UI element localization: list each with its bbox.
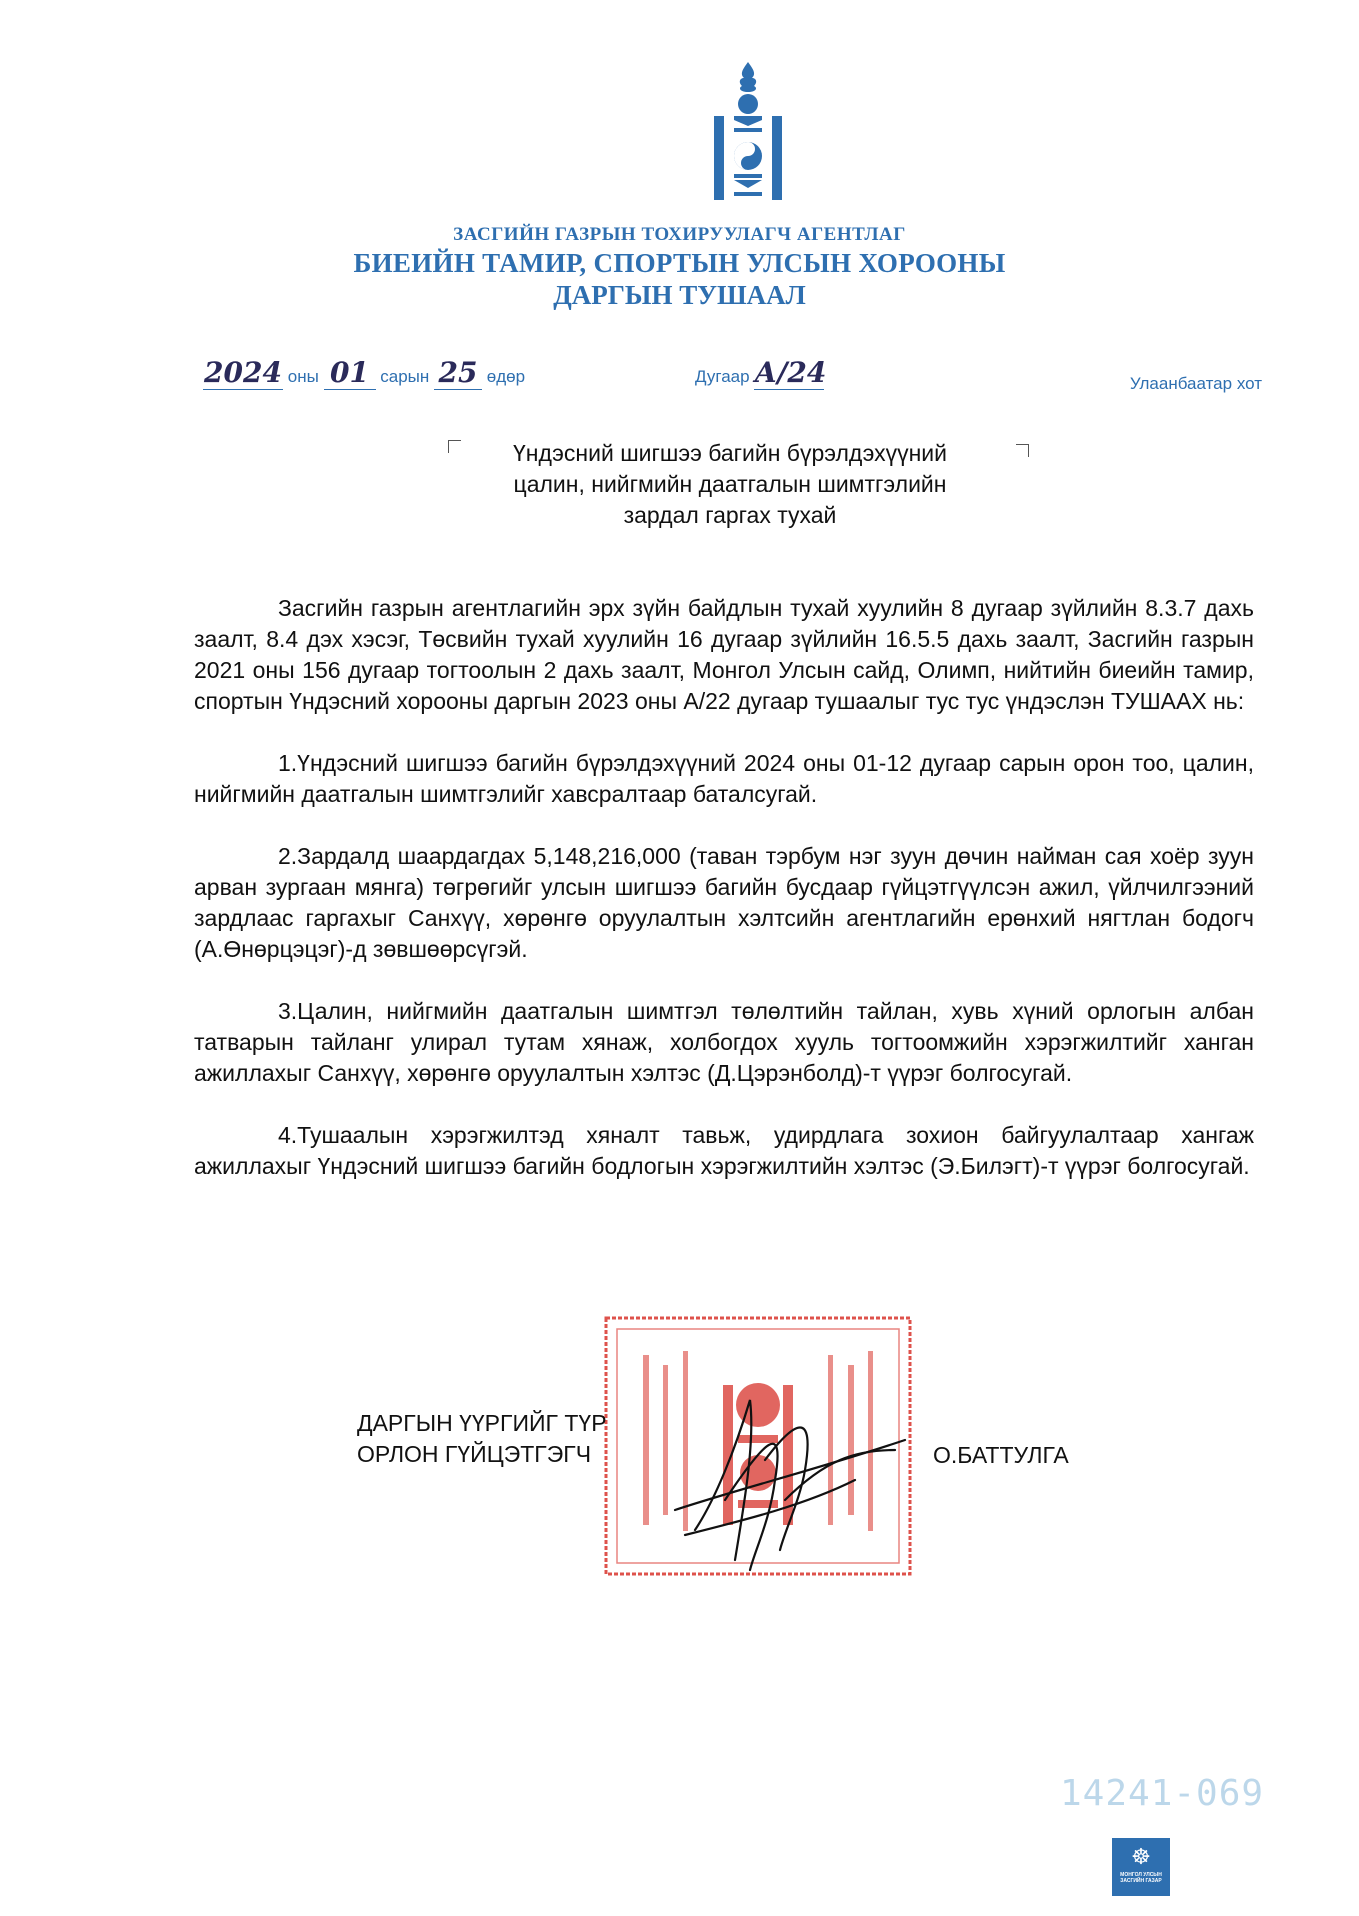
- day-label: өдөр: [486, 367, 526, 386]
- subject: [440, 438, 1020, 531]
- signatory-title: [357, 1408, 607, 1470]
- soyombo-small-icon: ☸: [1131, 1844, 1151, 1869]
- subject-line: Үндэсний шигшээ багийн бүрэлдэхүүний: [513, 440, 947, 466]
- order-item-2: 2.Зардалд шаардагдах 5,148,216,000 (таван тэрбум нэг зуун дөчин найман сая хоёр зуун арван зургаан мянга) төгрөгийг улсын шигшээ багийн бусдаар гүйцэтгүүлсэн ажил, үйлчилгээний зардлаас гаргахыг Санхүү, хөрөнгө оруулалтын хэлтсийн агентлагийн ерөнхий нягтлан бодогч (А.Өнөрцэцэг)-д зөвшөөрсүгэй.: [194, 843, 1254, 962]
- agency-name: ЗАСГИЙН ГАЗРЫН ТОХИРУУЛАГЧ АГЕНТЛАГ: [453, 224, 906, 245]
- order-body: [194, 593, 1254, 1213]
- handwritten-signature-icon: [655, 1380, 915, 1580]
- month-label: сарын: [380, 367, 430, 386]
- order-item-1: 1.Үндэсний шигшээ багийн бүрэлдэхүүний 2024 оны 01-12 дугаар сарын орон тоо, цалин, нийгмийн даатгалын шимтгэлийг хавсралтаар баталсугай.: [194, 750, 1254, 807]
- number-label: Дугаар: [695, 367, 750, 386]
- date-month: 01: [324, 356, 376, 390]
- document-type: ДАРГЫН ТУШААЛ: [553, 280, 806, 310]
- subject-line: зардал гаргах тухай: [623, 502, 837, 528]
- registration-number: 14241-069: [1060, 1773, 1265, 1814]
- soyombo-emblem-icon: [700, 60, 796, 210]
- number-line: [695, 356, 827, 390]
- place-of-issue: Улаанбаатар хот: [1129, 374, 1262, 393]
- footer-logo-line: МОНГОЛ УЛСЫН: [1120, 1872, 1162, 1878]
- organization-name: БИЕИЙН ТАМИР, СПОРТЫН УЛСЫН ХОРООНЫ: [353, 248, 1006, 278]
- document-number: А/24: [754, 356, 827, 389]
- order-item-3: 3.Цалин, нийгмийн даатгалын шимтгэл төлөлтийн тайлан, хувь хүний орлогын албан татварын тайланг улирал тутам хянаж, холбогдох хууль тогтоомжийн хэрэгжилтийг ханган ажиллахыг Санхүү, хөрөнгө оруулалтын хэлтэс (Д.Цэрэнболд)-т үүрэг болгосугай.: [194, 998, 1254, 1086]
- date-year: 2024: [204, 356, 282, 389]
- signatory-title-line: ОРЛОН ГҮЙЦЭТГЭГЧ: [357, 1441, 592, 1467]
- subject-line: цалин, нийгмийн даатгалын шимтгэлийн: [513, 471, 947, 497]
- signatory-title-line: ДАРГЫН ҮҮРГИЙГ ТҮР: [357, 1410, 607, 1436]
- date-day: 25: [434, 356, 482, 390]
- signatory-name: О.БАТТУЛГА: [933, 1442, 1069, 1468]
- year-label: оны: [287, 367, 319, 386]
- footer-logo-line: ЗАСГИЙН ГАЗАР: [1120, 1878, 1162, 1884]
- government-footer-logo: [1112, 1838, 1170, 1896]
- preamble-paragraph: Засгийн газрын агентлагийн эрх зүйн байдлын тухай хуулийн 8 дугаар зүйлийн 8.3.7 дахь заалт, 8.4 дэх хэсэг, Төсвийн тухай хуулийн 16 дугаар зүйлийн 16.5.5 дахь заалт, Засгийн газрын 2021 оны 156 дугаар тогтоолын 2 дахь заалт, Монгол Улсын сайд, Олимп, нийтийн биеийн тамир, спортын Үндэсний хорооны даргын 2023 оны А/22 дугаар тушаалыг тус тус үндэслэн ТУШААХ нь:: [194, 595, 1254, 714]
- order-item-4: 4.Тушаалын хэрэгжилтэд хяналт тавьж, удирдлага зохион байгуулалтаар хангаж ажиллахыг Үндэсний шигшээ багийн бодлогын хэрэгжилтийн хэлтэс (Э.Билэгт)-т үүрэг болгосугай.: [194, 1122, 1254, 1179]
- date-line: [203, 356, 525, 390]
